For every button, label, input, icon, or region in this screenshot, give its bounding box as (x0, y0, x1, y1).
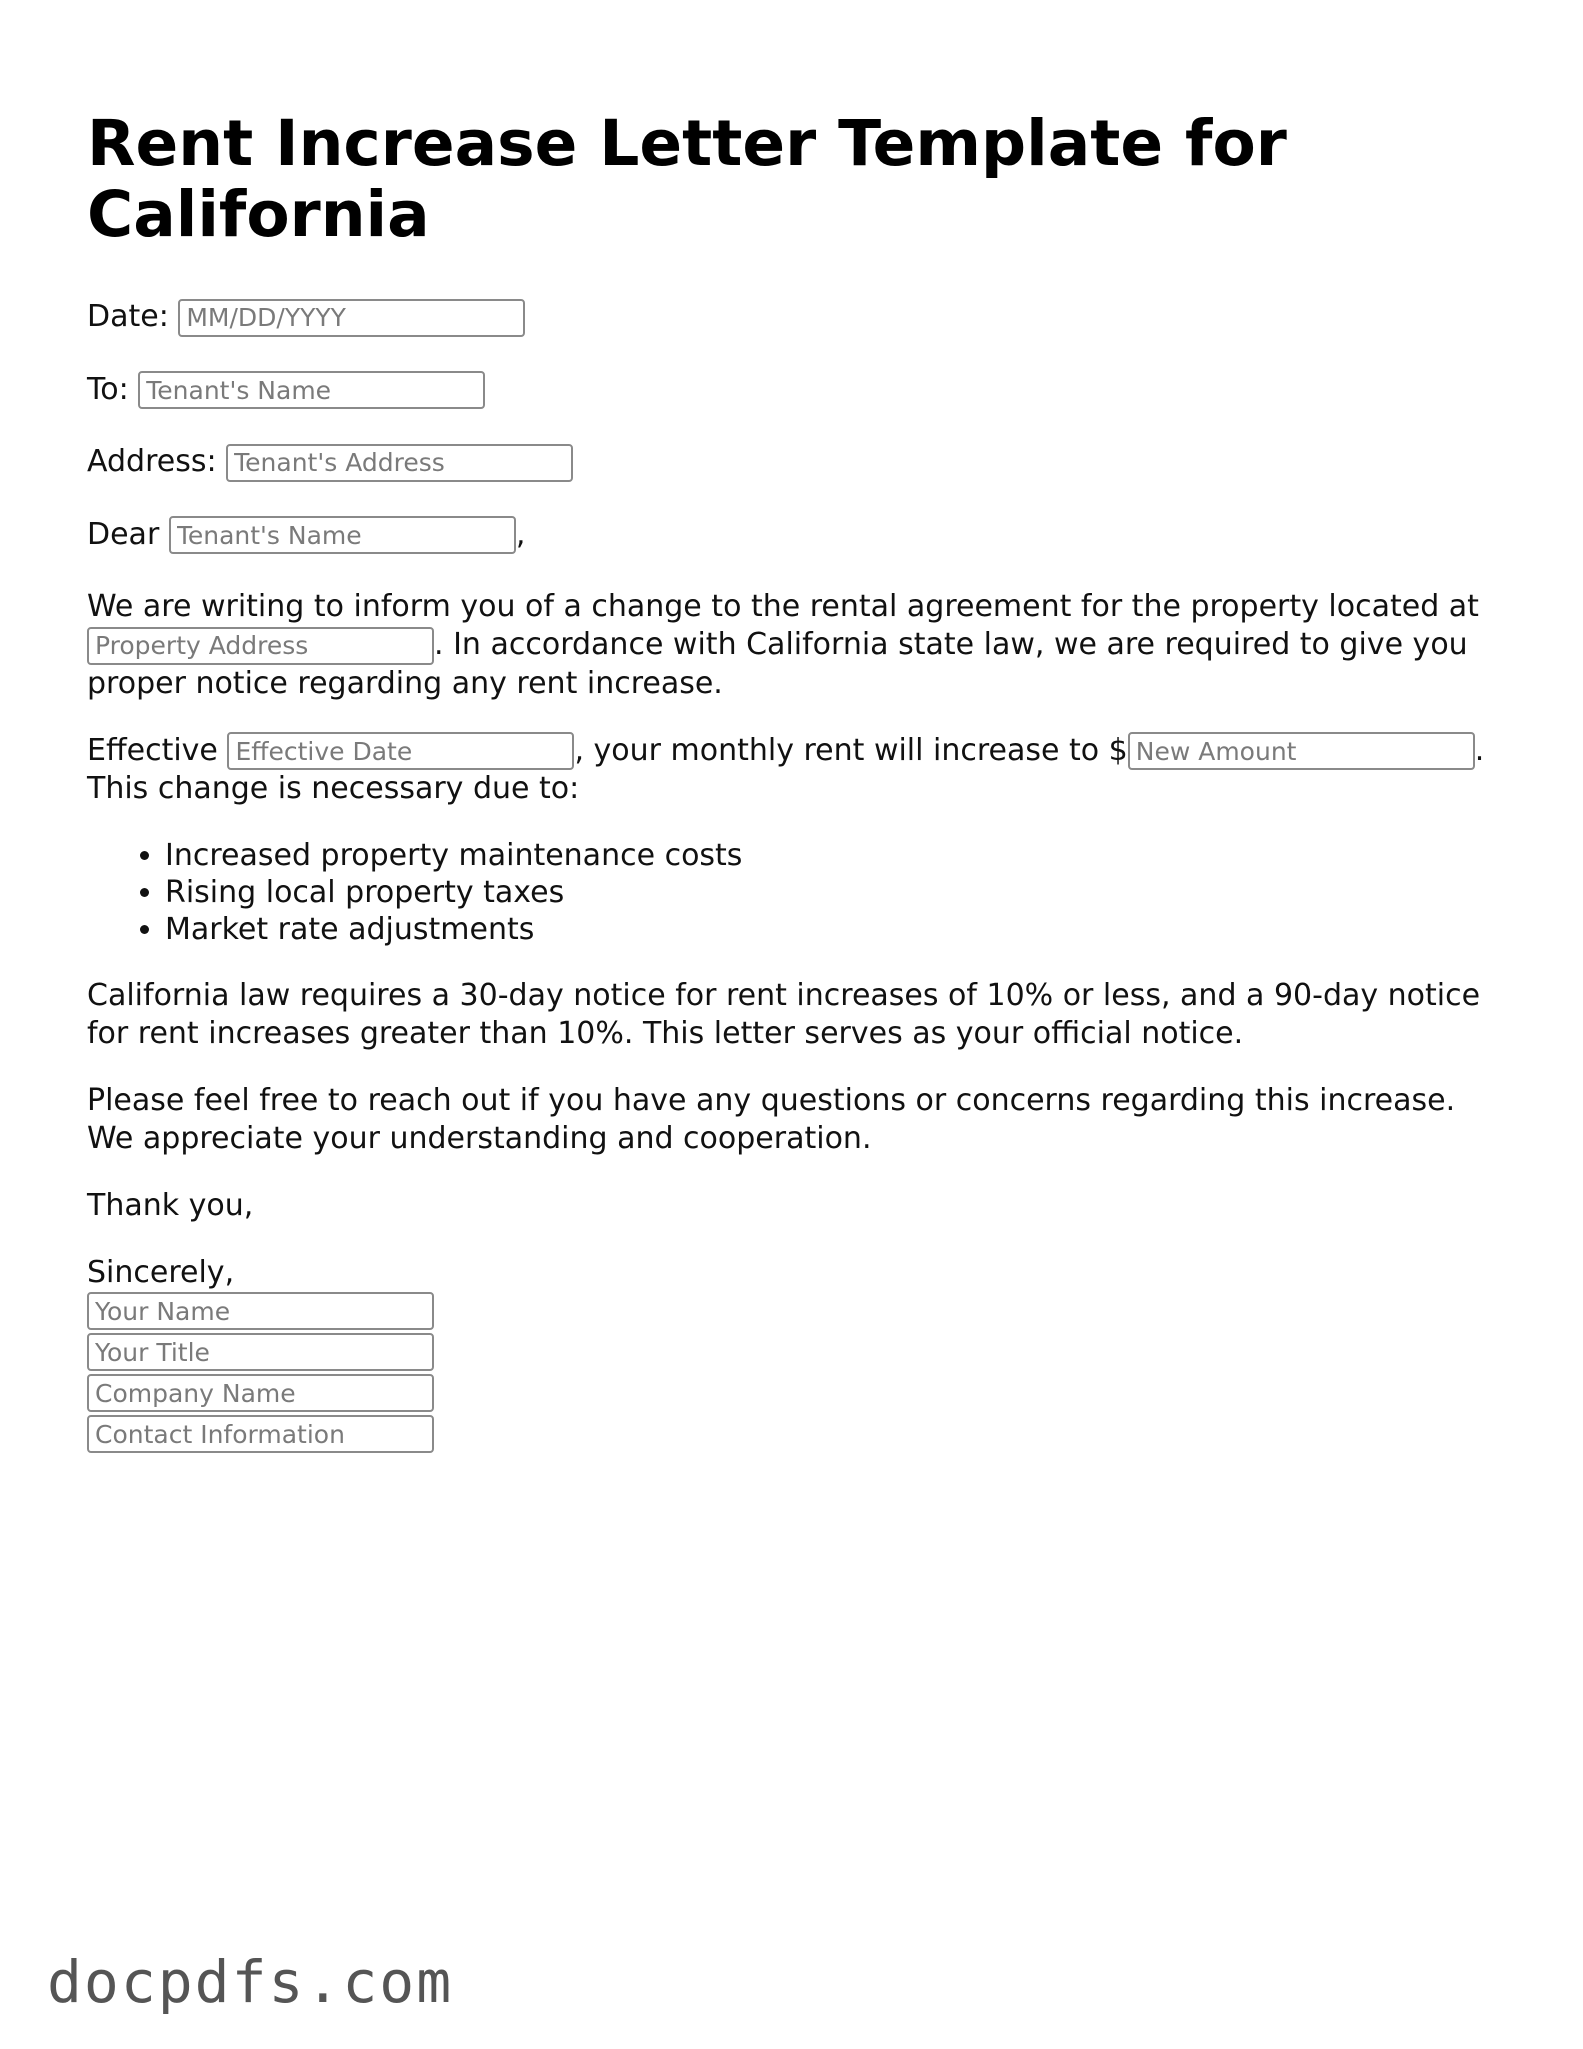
company-name-input[interactable] (87, 1374, 434, 1412)
new-amount-input[interactable] (1128, 732, 1475, 770)
to-label: To: (87, 371, 129, 407)
watermark: docpdfs.com (47, 1948, 454, 2016)
signature-block (87, 1254, 1507, 1453)
to-row (87, 371, 1507, 410)
intro-text-before: We are writing to inform you of a change to the rental agreement for the property located at (87, 589, 1479, 624)
tenant-address-input[interactable] (226, 444, 573, 482)
address-row (87, 443, 1507, 482)
rent-paragraph (87, 732, 1507, 809)
list-item: • Market rate adjustments (165, 911, 1507, 948)
rent-increase-text: , your monthly rent will increase to $ (574, 732, 1128, 768)
effective-label: Effective (87, 732, 218, 768)
salutation-comma: , (515, 516, 526, 552)
salutation-row (87, 516, 1507, 555)
tenant-name-input[interactable] (138, 371, 485, 409)
list-item: • Rising local property taxes (165, 874, 1507, 911)
effective-date-input[interactable] (227, 732, 574, 770)
contact-information-input[interactable] (87, 1415, 434, 1453)
date-label: Date: (87, 299, 169, 334)
page-title: Rent Increase Letter Template for California (87, 107, 1287, 251)
your-title-input[interactable] (87, 1333, 434, 1371)
intro-text-after: . In accordance with California state law, we are required to give you proper notice regarding any rent increase. (87, 627, 1468, 701)
date-row (87, 298, 1507, 337)
your-name-input[interactable] (87, 1292, 434, 1330)
dear-label: Dear (87, 516, 160, 552)
closing-text: Sincerely, (87, 1255, 235, 1290)
reasons-list (87, 837, 1507, 948)
reason-intro-text: . This change is necessary due to: (87, 732, 1485, 806)
thanks-text: Thank you, (87, 1188, 254, 1223)
address-label: Address: (87, 444, 217, 479)
intro-paragraph (87, 588, 1507, 703)
salutation-name-input[interactable] (169, 516, 516, 554)
contact-paragraph: Please feel free to reach out if you have any questions or concerns regarding this increase. We appreciate your understanding and cooperation. (87, 1083, 1456, 1156)
date-input[interactable] (178, 299, 525, 337)
property-address-input[interactable] (87, 627, 434, 665)
law-paragraph: California law requires a 30-day notice for rent increases of 10% or less, and a 90-day notice for rent increases greater than 10%. This letter serves as your official notice. (87, 978, 1481, 1051)
letter-page (87, 108, 1507, 1456)
list-item: • Increased property maintenance costs (165, 837, 1507, 874)
